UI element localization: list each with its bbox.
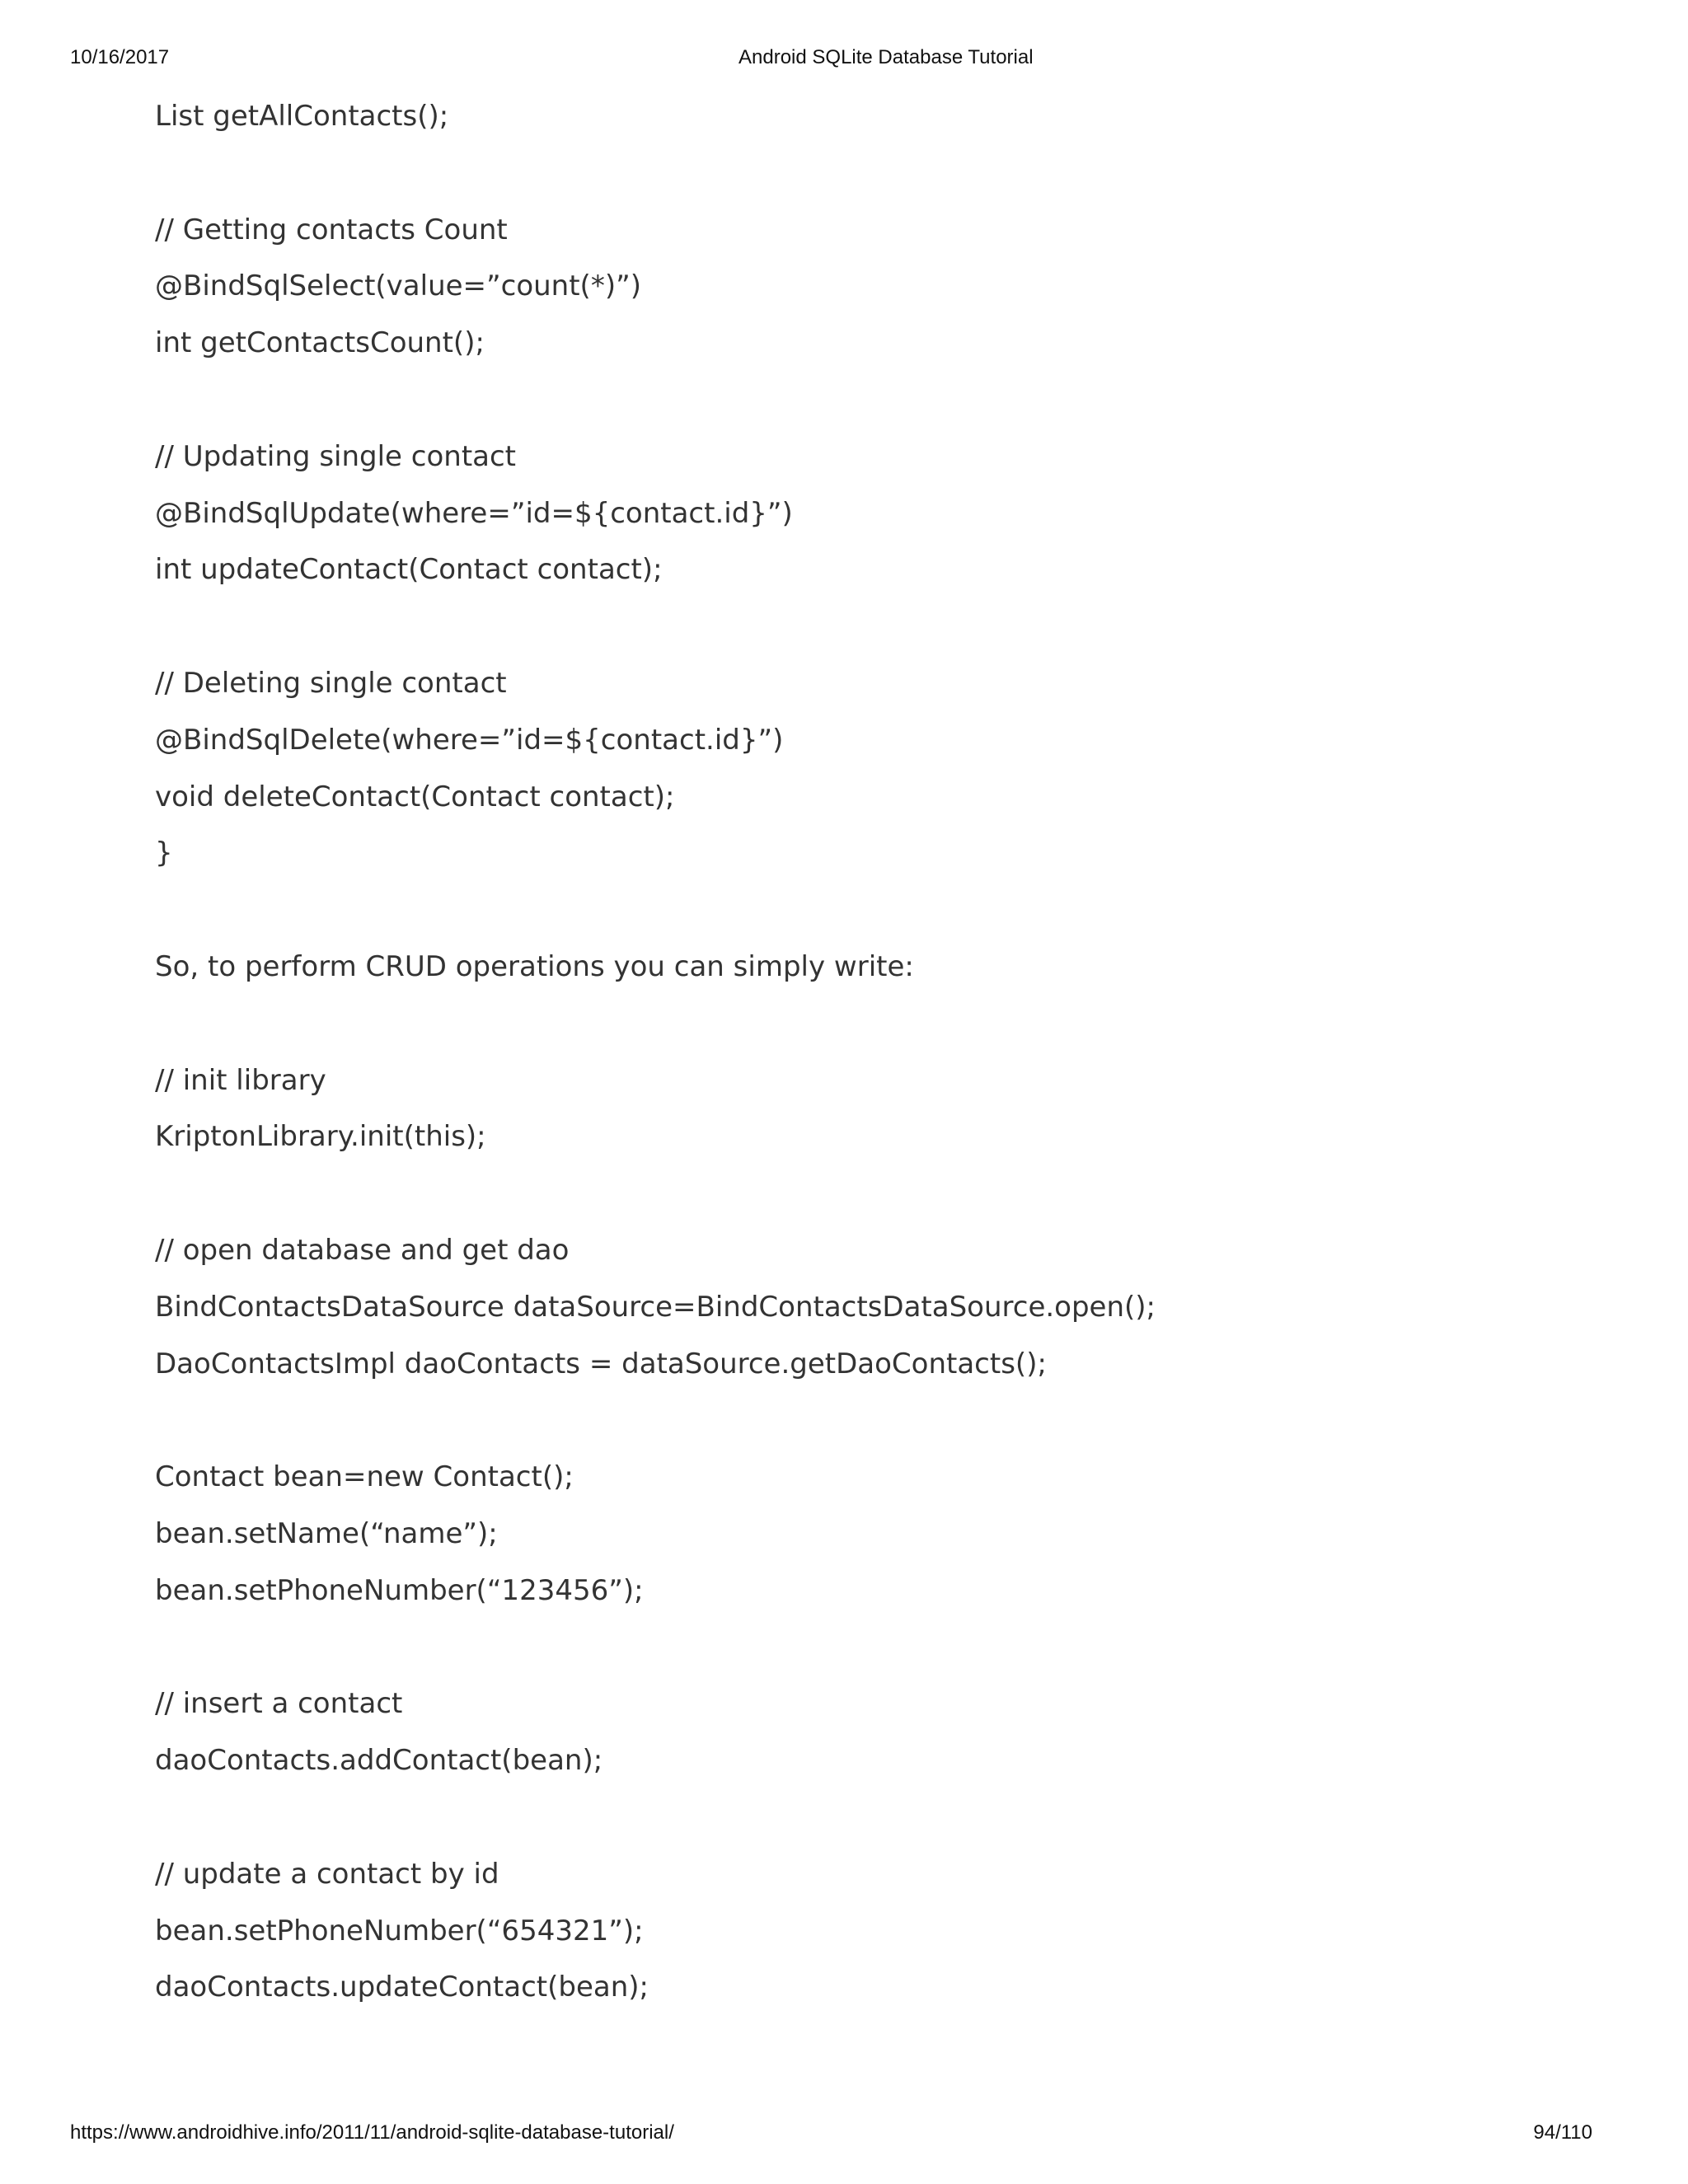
blank-line xyxy=(155,882,1606,939)
text-line: void deleteContact(Contact contact); xyxy=(155,780,675,813)
blank-line xyxy=(155,372,1606,429)
code-comment-line: // insert a contact xyxy=(155,1687,403,1721)
text-line: bean.setName(“name”); xyxy=(155,1516,498,1550)
article-content xyxy=(155,88,1606,2016)
code-comment-line: // Deleting single contact xyxy=(155,666,507,700)
text-line: @BindSqlSelect(value=”count(*)”) xyxy=(155,269,641,303)
blank-line xyxy=(155,1165,1606,1222)
page-header xyxy=(0,43,1688,76)
code-comment-line: // open database and get dao xyxy=(155,1233,570,1267)
code-comment-line: // update a contact by id xyxy=(155,1857,499,1891)
text-line: daoContacts.updateContact(bean); xyxy=(155,1971,649,2004)
code-comment-line: // Updating single contact xyxy=(155,439,517,473)
page-number: 94/110 xyxy=(1533,2121,1592,2144)
code-comment-line: // Getting contacts Count xyxy=(155,213,508,246)
page-title: Android SQLite Database Tutorial xyxy=(738,46,1034,68)
text-line: DaoContactsImpl daoContacts = dataSource.getDaoContacts(); xyxy=(155,1347,1047,1380)
text-line: int getContactsCount(); xyxy=(155,326,485,360)
print-date: 10/16/2017 xyxy=(70,46,170,68)
text-line: KriptonLibrary.init(this); xyxy=(155,1120,486,1154)
code-comment-line: // init library xyxy=(155,1063,326,1097)
blank-line xyxy=(155,598,1606,655)
blank-line xyxy=(155,996,1606,1052)
text-line: List getAllContacts(); xyxy=(155,100,449,133)
source-url: https://www.androidhive.info/2011/11/android-sqlite-database-tutorial/ xyxy=(70,2121,674,2144)
text-line: So, to perform CRUD operations you can simply write: xyxy=(155,949,914,983)
text-line: } xyxy=(155,837,173,870)
text-line: Contact bean=new Contact(); xyxy=(155,1460,574,1494)
blank-line xyxy=(155,1619,1606,1676)
blank-line xyxy=(155,145,1606,202)
page-footer xyxy=(0,2118,1688,2151)
text-line: bean.setPhoneNumber(“654321”); xyxy=(155,1914,644,1947)
text-line: @BindSqlUpdate(where=”id=${contact.id}”) xyxy=(155,496,793,530)
text-line: int updateContact(Contact contact); xyxy=(155,553,663,587)
text-line: bean.setPhoneNumber(“123456”); xyxy=(155,1573,644,1607)
blank-line xyxy=(155,1789,1606,1846)
text-line: @BindSqlDelete(where=”id=${contact.id}”) xyxy=(155,723,784,757)
text-line: BindContactsDataSource dataSource=BindContactsDataSource.open(); xyxy=(155,1290,1156,1324)
blank-line xyxy=(155,1392,1606,1449)
text-line: daoContacts.addContact(bean); xyxy=(155,1744,603,1778)
